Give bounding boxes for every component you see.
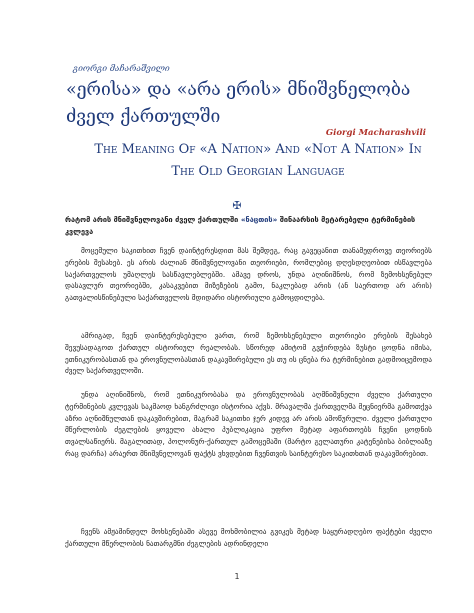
body-paragraph-4: ჩვენს ამჟამინდელ მოხსენებაში ასევე მოხმობილია გვიკეს მეტად საყურადღებო ფაქტები ძველი ქართული მწერლობის ნათარგმნი ძეგლების ადრინდელი — [65, 527, 432, 548]
body-paragraph-1: მოცემული საკითხით ჩვენ დაინტერესდით მას შემდეგ, რაც გავეცანით თანამედროვე თეორიებს ერების შესახებ. ეს არის ძალიან მნიშვნელოვანი თეორიები, რომლებიც დღესდღეობით ისწავლება საქართველოს უმაღლეს სასწავლებლებში. ამავე დროს, უნდა აღინიშნოს, რომ ზემოხსენებულ დასავლურ თეორიებში, კასაკვებით მიზეზების გამო, ნაკლებად არის (ან საერთოდ არ არის) გათვალისწინებული საქართველოს მდიდარი ისტორიული გამოცდილება. — [65, 246, 432, 303]
body-paragraph-3: უნდა აღინიშნოს, რომ ეთნიკურობასა და ეროვნულობას აღმნიშვნელი ძველი ქართული ტერმინების კვლევას საკმაოდ ხანგრძლივი ისტორია აქვს. მრავალმა ქართველმა მეცნიერმა გამოთქვა აზრი აღნიშნულთან დაკავშირებით, მაგრამ საკითხი ჯერ კიდევ არ არის ამოწურული. ძველი ქართული მწერლობის ძეგლების ყოველი ახალი პუბლიკაცია უფრო მეტად აფართოებს ჩვენი ცოდნის თვალსაწიერს. მაგალითად, პოლონურ-ქართულ გამოცემაში (მარტო გელათური კატენებისა ბიბლიაზე რაც დარჩა) არაერთ მნიშვნელოვან ფაქტს ვხვდებით ჩვენთვის საინტერესო საკითხთან დაკავშირებით. — [65, 390, 432, 458]
author-name-georgian: გიორგი მაჩარაშვილი — [73, 64, 170, 74]
abstract-term: «ნაცთის» — [240, 215, 278, 224]
body-paragraph-2: ამრიგად, ჩვენ დაინტერესებული ვართ, რომ ზემოხსენებული თეორიები ერების შესახებ შევუსადაგოთ ქართულ ისტორიულ რეალობას. სწორედ ამიტომ გვჭირდება ზუსტი ცოდნა იმისა, ეთნიკურობასთან და ეროვნულობასთან დაკავშირებული ეს თუ ის ცნება რა ტერმინებით გადმოიცემოდა ძველ საქართველოში. — [65, 331, 432, 376]
cross-ornament-icon: ✠ — [232, 199, 242, 212]
page-number: 1 — [234, 572, 240, 581]
abstract-heading — [65, 214, 432, 238]
abstract-text-start: რატომ არის მნიშვნელოვანი ძველ ქართულში — [65, 215, 241, 224]
abstract-text-end: შინაარსის მეტარებელი ტერმინების კვლევა — [65, 215, 416, 236]
title-georgian: «ერისა» და «არა ერის» მნიშვნელობა ძველ ქართულში — [66, 80, 411, 127]
author-name-english: Giorgi Macharashvili — [325, 128, 426, 138]
title-english: The Meaning Of «A Nation» And «Not A Nation» In The Old Georgian Language — [94, 142, 422, 179]
